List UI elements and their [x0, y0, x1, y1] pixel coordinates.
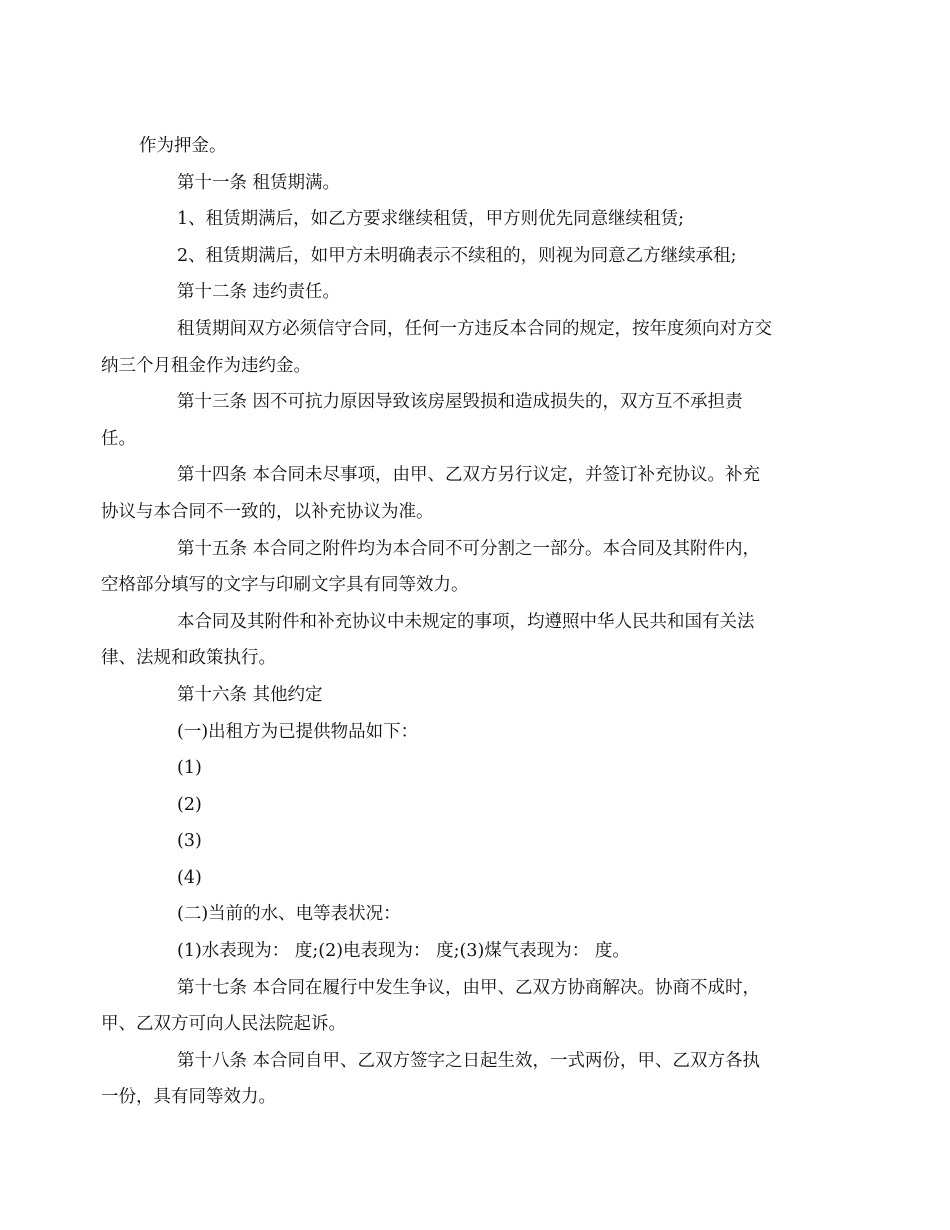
text-line: 第十八条 本合同自甲、乙双方签字之日起生效，一式两份，甲、乙双方各执 [177, 1050, 761, 1071]
list-item [139, 823, 819, 860]
text-line: 律、法规和政策执行。 [101, 648, 276, 669]
article-15 [101, 531, 819, 604]
text-line: 第十二条 违约责任。 [177, 282, 341, 303]
text-line: (1)水表现为： 度;(2)电表现为： 度;(3)煤气表现为： 度。 [177, 941, 630, 962]
text-line: 本合同及其附件和补充协议中未规定的事项，均遵照中华人民共和国有关法 [177, 611, 755, 632]
text-line: 第十六条 其他约定 [177, 684, 323, 705]
text-line: (一)出租方为已提供物品如下： [177, 721, 419, 742]
text-line: 第十五条 本合同之附件均为本合同不可分割之一部分。本合同及其附件内， [177, 538, 761, 559]
text-line: (4) [177, 867, 202, 888]
text-line: 第十一条 租赁期满。 [177, 172, 341, 193]
article-13 [101, 384, 819, 457]
article-11-item-1 [139, 201, 819, 238]
text-line: (1) [177, 758, 202, 779]
text-line: 纳三个月租金作为违约金。 [101, 355, 311, 376]
article-11-item-2 [139, 238, 819, 275]
list-item [139, 787, 819, 824]
text-line: (二)当前的水、电等表状况： [177, 904, 401, 925]
text-line: (2) [177, 794, 202, 815]
article-15-supplement [101, 604, 819, 677]
text-line: (3) [177, 831, 202, 852]
text-line: 协议与本合同不一致的，以补充协议为准。 [101, 501, 434, 522]
article-12-heading [139, 274, 819, 311]
text-line: 1、租赁期满后，如乙方要求继续租赁，甲方则优先同意继续租赁; [177, 209, 685, 230]
text-line: 第十三条 因不可抗力原因导致该房屋毁损和造成损失的，双方互不承担责 [177, 392, 743, 413]
paragraph-deposit-tail [139, 128, 819, 165]
article-18 [101, 1043, 819, 1116]
text-line: 甲、乙双方可向人民法院起诉。 [101, 1014, 346, 1035]
text-line: 空格部分填写的文字与印刷文字具有同等效力。 [101, 575, 469, 596]
article-16-provided-items [139, 714, 819, 751]
article-11-heading [139, 165, 819, 202]
list-item [139, 750, 819, 787]
text-line: 第十七条 本合同在履行中发生争议，由甲、乙双方协商解决。协商不成时， [177, 977, 761, 998]
document-body [101, 128, 819, 1116]
article-17 [101, 970, 819, 1043]
text-line: 2、租赁期满后，如甲方未明确表示不续租的，则视为同意乙方继续承租; [177, 245, 737, 266]
text-line: 一份，具有同等效力。 [101, 1087, 276, 1108]
article-16-heading [139, 677, 819, 714]
article-16-meter-status [139, 896, 819, 933]
article-12-body [101, 311, 819, 384]
text-line: 租赁期间双方必须信守合同，任何一方违反本合同的规定，按年度须向对方交 [177, 318, 772, 339]
article-16-meter-readings [139, 933, 819, 970]
article-14 [101, 457, 819, 530]
text-line: 任。 [101, 428, 136, 449]
text-line: 作为押金。 [139, 136, 227, 156]
list-item [139, 860, 819, 897]
text-line: 第十四条 本合同未尽事项，由甲、乙双方另行议定，并签订补充协议。补充 [177, 465, 761, 486]
